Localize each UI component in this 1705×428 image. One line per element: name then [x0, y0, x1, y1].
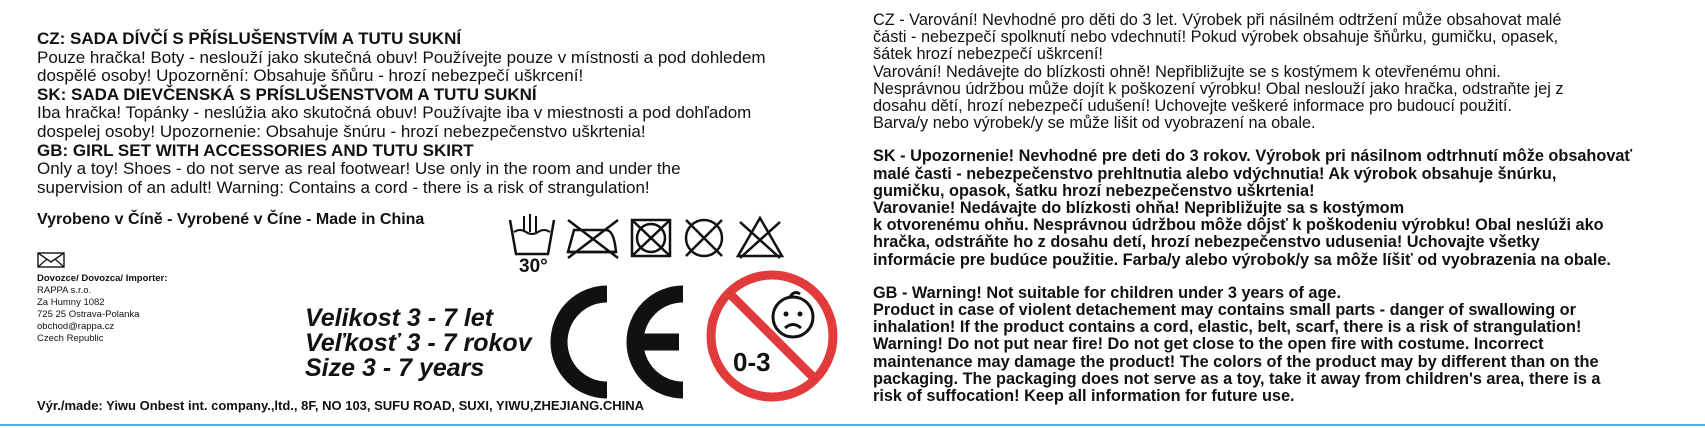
ce-mark-icon: [543, 282, 691, 402]
warnings: [873, 12, 1683, 421]
gb-title: GB: GIRL SET WITH ACCESSORIES AND TUTU SKIRT: [37, 140, 474, 160]
warning-cz: [873, 12, 1683, 132]
warning-line: CZ - Varování! Nevhodné pro děti do 3 let. Výrobek při násilném odtržení může obsahovat malé: [873, 11, 1562, 29]
warning-line: maintenance may damage the product! The colors of the product may by different than on the: [873, 352, 1599, 371]
size-block: [305, 306, 532, 381]
gb-line: supervision of an adult! Warning: Contains a cord - there is a risk of strangulation!: [37, 177, 650, 197]
warning-line: dosahu dětí, hrozí nebezpečí udušení! Uchovejte veškeré informace pro budoucí použití.: [873, 97, 1512, 116]
importer-label: Dovozce/ Dovozca/ Importer:: [37, 273, 168, 284]
warning-line: malé časti - nebezpečenstvo prehltnutia alebo vdýchnutia! Ak výrobok obsahuje šnúrku,: [873, 164, 1557, 183]
no-bleach-icon: [738, 218, 782, 258]
warning-line: GB - Warning! Not suitable for children under 3 years of age.: [873, 283, 1341, 302]
not-for-0-3-icon: [704, 268, 840, 404]
warning-line: informácie pre budúce použitie. Farba/y alebo výrobok/y sa môže líšiť od vyobrazenia na obale.: [873, 250, 1611, 269]
warning-line: k otvorenému ohňu. Nesprávnou údržbou môže dôjsť k poškodeniu výrobku! Obal neslúži ako: [873, 216, 1604, 235]
warning-line: Varovanie! Nedávajte do blízkosti ohňa! Nepribližujte sa s kostýmom: [873, 199, 1405, 218]
sk-line: dospelej osoby! Upozornenie: Obsahuje šnúru - hrozí nebezpečenstvo uškrtenia!: [37, 121, 646, 141]
gb-line: Only a toy! Shoes - do not serve as real footwear! Use only in the room and under the: [37, 159, 681, 179]
care-symbols: [508, 214, 798, 259]
warning-line: části - nebezpečí spolknutí nebo vdechnutí! Pokud výrobek obsahuje šňůrku, gumičku, opasek,: [873, 28, 1559, 47]
cz-line: dospělé osoby! Upozornění: Obsahuje šňůru - hrozí nebezpečí uškrcení!: [37, 66, 584, 86]
importer-line: 725 25 Ostrava-Polanka: [37, 309, 140, 320]
importer-line: RAPPA s.r.o.: [37, 285, 92, 296]
wash-30-icon: [510, 214, 554, 254]
cz-title: CZ: SADA DÍVČÍ S PŘÍSLUŠENSTVÍM A TUTU SUKNÍ: [37, 29, 462, 48]
warning-line: SK - Upozornenie! Nevhodné pre deti do 3 rokov. Výrobok pri násilnom odtrhnutí môže obsahovať: [873, 147, 1633, 166]
warning-line: Product in case of violent detachement may contains small parts - danger of swallowing or: [873, 301, 1576, 320]
warning-line: Nesprávnou údržbou může dojít k poškození výrobku! Obal neslouží jako hračka, odstraňte jej z: [873, 79, 1564, 98]
no-dry-clean-icon: [686, 220, 722, 256]
no-iron-icon: [568, 220, 618, 258]
importer-line: obchod@rappa.cz: [37, 321, 115, 332]
importer-block: [37, 252, 167, 345]
size-gb: Size 3 - 7 years: [305, 354, 485, 382]
importer-line: Czech Republic: [37, 333, 104, 344]
envelope-icon: [37, 252, 65, 268]
warning-sk: [873, 148, 1683, 268]
made-in: Vyrobeno v Číně - Vyrobené v Číne - Made in China: [37, 211, 425, 229]
warning-line: Varování! Nedávejte do blízkosti ohně! Nepřibližujte se s kostýmem k otevřenému ohni.: [873, 62, 1501, 81]
warning-line: šátek hrozí nebezpečí uškrcení!: [873, 45, 1103, 64]
size-cz: Velikost 3 - 7 let: [305, 304, 494, 332]
warning-line: Barva/y nebo výrobek/y se může lišit od vyobrazení na obale.: [873, 114, 1316, 133]
size-sk: Veľkosť 3 - 7 rokov: [305, 329, 532, 357]
bottom-border: [0, 424, 1705, 426]
producer-line: Výr./made: Yiwu Onbest int. company.,ltd., 8F, NO 103, SUFU ROAD, SUXI, YIWU,ZHEJIANG.CHINA: [37, 398, 645, 413]
sk-line: Iba hračka! Topánky - neslúžia ako skutočná obuv! Používajte iba v miestnosti a pod dohľadom: [37, 103, 752, 123]
importer-line: Za Humny 1082: [37, 297, 105, 308]
warning-line: gumičku, opasok, šatku hrozí nebezpečenstvo uškrtenia!: [873, 181, 1315, 200]
warning-gb: [873, 285, 1683, 405]
warning-line: Warning! Do not put near fire! Do not get close to the open fire with costume. Incorrect: [873, 335, 1544, 354]
product-info: [37, 30, 807, 230]
warning-line: risk of suffocation! Keep all information for future use.: [873, 387, 1295, 406]
warning-line: packaging. The packaging does not serve as a toy, take it away from children's area, there is a: [873, 369, 1601, 388]
age-warning-text: 0-3: [733, 347, 771, 377]
sk-title: SK: SADA DIEVČENSKÁ S PRÍSLUŠENSTVOM A TUTU SUKNÍ: [37, 84, 537, 104]
no-tumble-dry-icon: [632, 220, 670, 256]
warning-line: hračka, odstráňte ho z dosahu detí, hrozí nebezpečenstvo udusenia! Uchovajte všetky: [873, 233, 1540, 252]
warning-line: inhalation! If the product contains a cord, elastic, belt, scarf, there is a risk of strangulation!: [873, 318, 1582, 337]
wash-temperature: 30°: [519, 256, 548, 277]
cz-line: Pouze hračka! Boty - neslouží jako skutečná obuv! Používejte pouze v místnosti a pod dohledem: [37, 47, 766, 67]
